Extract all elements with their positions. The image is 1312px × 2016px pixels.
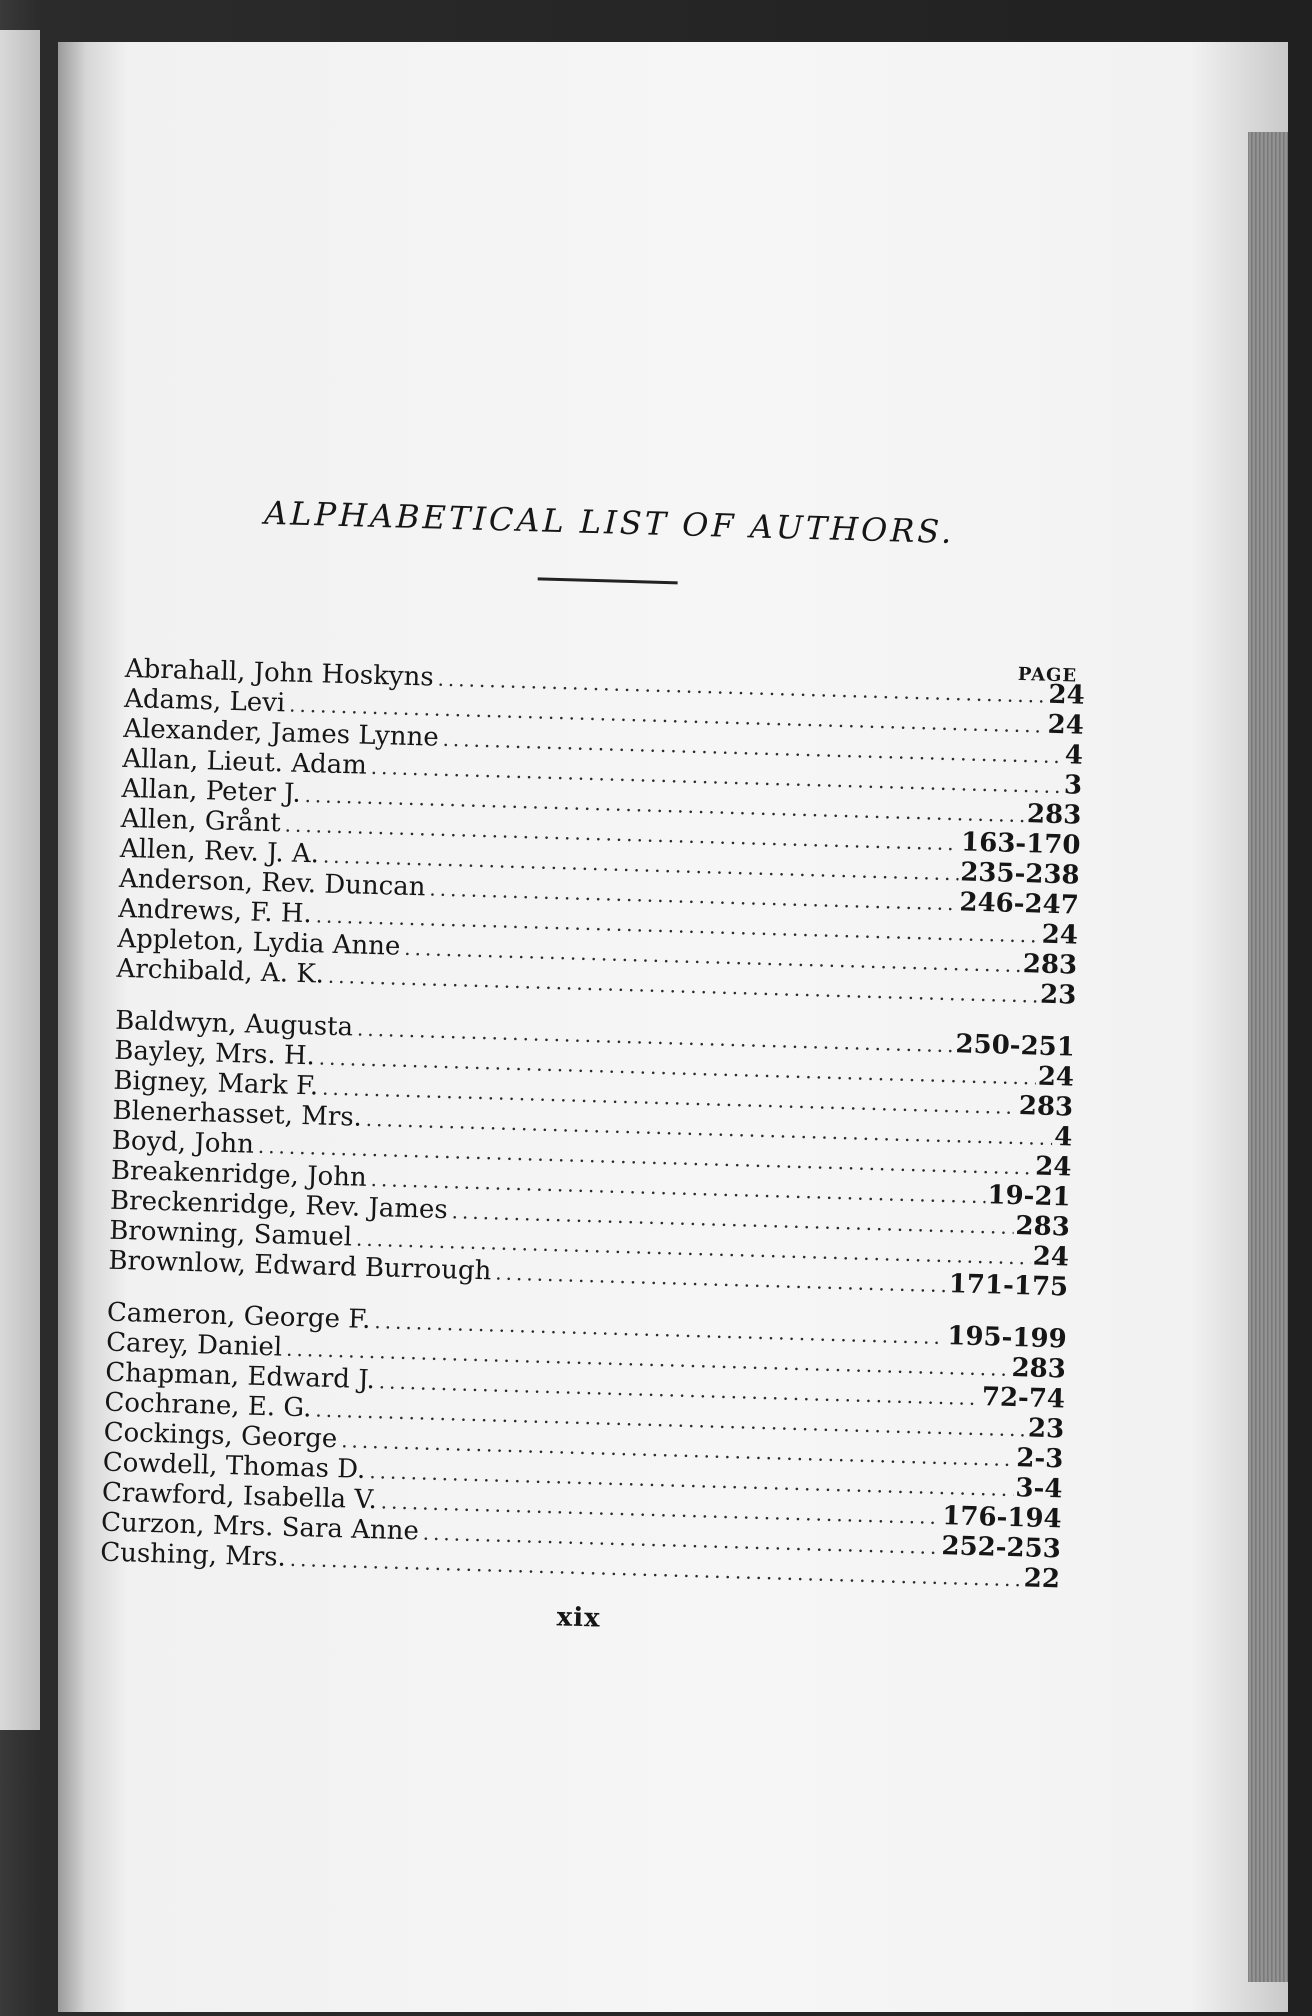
page-reference: 235-238 xyxy=(959,857,1081,891)
author-name: Blenerhasset, Mrs. xyxy=(112,1095,363,1133)
page-reference: 22 xyxy=(1023,1563,1061,1595)
author-name: Curzon, Mrs. Sara Anne xyxy=(100,1507,420,1547)
author-name: Cochrane, E. G. xyxy=(104,1387,312,1424)
page-reference: 4 xyxy=(1053,1122,1073,1153)
page-reference: 283 xyxy=(1011,1352,1067,1385)
page-column-header: PAGE xyxy=(1017,663,1078,687)
page-reference: 24 xyxy=(1037,1061,1075,1093)
page-reference: 24 xyxy=(1041,919,1079,951)
author-name: Cockings, George xyxy=(103,1417,338,1455)
author-name: Crawford, Isabella V. xyxy=(101,1477,378,1516)
author-name: Andrews, F. H. xyxy=(117,893,313,930)
author-name: Allen, Rev. J. A. xyxy=(119,833,320,870)
page-stack-edge xyxy=(1248,132,1288,1982)
page-reference: 252-253 xyxy=(941,1531,1062,1565)
author-name: Browning, Samuel xyxy=(108,1215,353,1253)
author-name: Breakenridge, John xyxy=(110,1155,368,1193)
author-name: Chapman, Edward J. xyxy=(104,1357,376,1396)
author-group xyxy=(116,654,1085,1011)
author-index xyxy=(98,490,1089,1646)
author-name: Boyd, John xyxy=(111,1125,255,1160)
author-name: Breckenridge, Rev. James xyxy=(109,1185,449,1226)
page-reference: 23 xyxy=(1039,979,1077,1011)
page-reference: 24 xyxy=(1047,709,1085,741)
page-reference: 283 xyxy=(1018,1091,1074,1123)
page-reference: 176-194 xyxy=(941,1501,1063,1535)
author-name: Archibald, A. K. xyxy=(116,953,325,990)
page-title: ALPHABETICAL LIST OF AUTHORS. xyxy=(263,493,955,552)
author-name: Appleton, Lydia Anne xyxy=(117,923,401,962)
page-reference: 24 xyxy=(1048,679,1086,711)
author-name: Bayley, Mrs. H. xyxy=(113,1035,316,1072)
author-name: Alexander, James Lynne xyxy=(122,713,440,753)
author-name: Carey, Daniel xyxy=(105,1327,283,1363)
author-groups xyxy=(100,654,1085,1594)
page-reference: 19-21 xyxy=(987,1180,1072,1213)
author-name: Anderson, Rev. Duncan xyxy=(118,863,426,903)
author-name: Allan, Lieut. Adam xyxy=(122,743,368,781)
author-name: Cowdell, Thomas D. xyxy=(102,1447,366,1485)
page-reference: 195-199 xyxy=(946,1321,1068,1355)
page-reference: 171-175 xyxy=(948,1269,1069,1303)
page-reference: 283 xyxy=(1015,1211,1071,1243)
page-reference: 3 xyxy=(1063,770,1083,801)
author-name: Adams, Levi xyxy=(123,683,286,719)
author-group xyxy=(100,1298,1067,1595)
page-reference: 163-170 xyxy=(960,827,1081,861)
author-name: Cameron, George F. xyxy=(106,1297,371,1336)
page-reference: 283 xyxy=(1026,799,1082,831)
page-reference: 3-4 xyxy=(1015,1473,1063,1505)
title-rule xyxy=(538,577,678,584)
author-name: Allan, Peter J. xyxy=(121,773,302,809)
page-reference: 72-74 xyxy=(981,1382,1066,1415)
page-reference: 23 xyxy=(1027,1413,1065,1445)
author-name: Allen, Grånt xyxy=(120,803,282,839)
page-reference: 250-251 xyxy=(955,1029,1076,1063)
facing-page-edge xyxy=(0,30,40,1730)
page-reference: 24 xyxy=(1032,1241,1070,1273)
author-name: Bigney, Mark F. xyxy=(113,1065,319,1102)
author-name: Abrahall, John Hoskyns xyxy=(124,653,435,693)
page-folio: xix xyxy=(556,1602,602,1634)
page-reference: 283 xyxy=(1022,949,1078,981)
page-reference: 4 xyxy=(1064,740,1084,771)
page-reference: 24 xyxy=(1034,1151,1072,1183)
page-reference: 246-247 xyxy=(959,887,1080,921)
author-name: Baldwyn, Augusta xyxy=(114,1005,354,1043)
page-reference: 2-3 xyxy=(1015,1443,1064,1475)
author-name: Cushing, Mrs. xyxy=(99,1537,287,1573)
author-name: Brownlow, Edward Burrough xyxy=(108,1245,492,1287)
author-group xyxy=(108,1006,1075,1303)
